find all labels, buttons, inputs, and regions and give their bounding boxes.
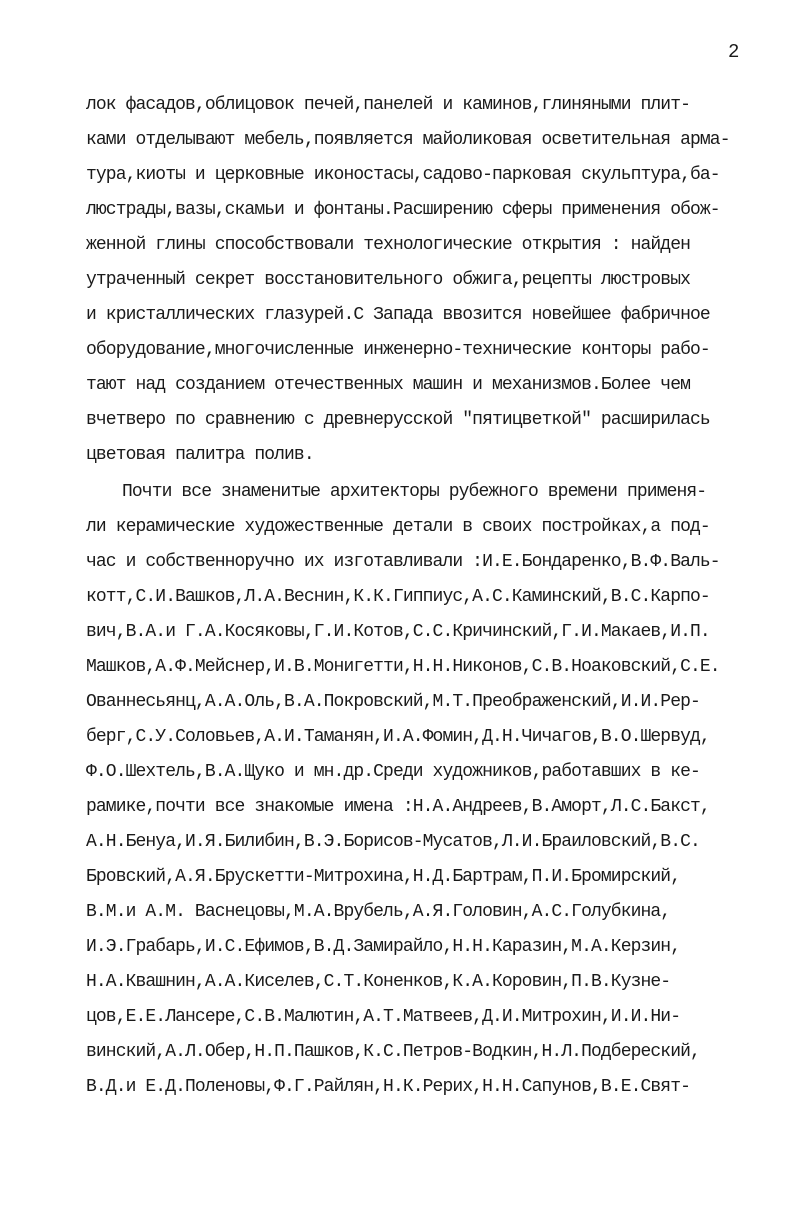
- text-line: ками отделывают мебель,появляется майоликовая осветительная арма-: [86, 130, 730, 150]
- page-number: 2: [728, 41, 740, 63]
- text-line: тура,киоты и церковные иконостасы,садово-парковая скульптура,ба-: [86, 165, 720, 185]
- text-line: и кристаллических глазурей.С Запада ввозится новейшее фабричное: [86, 305, 710, 325]
- text-line: В.М.и А.М. Васнецовы,М.А.Врубель,А.Я.Головин,А.С.Голубкина,: [86, 902, 671, 922]
- text-line: винский,А.Л.Обер,Н.П.Пашков,К.С.Петров-Водкин,Н.Л.Подбереский,: [86, 1042, 700, 1062]
- text-line: тают над созданием отечественных машин и механизмов.Более чем: [86, 375, 691, 395]
- text-line: И.Э.Грабарь,И.С.Ефимов,В.Д.Замирайло,Н.Н.Каразин,М.А.Керзин,: [86, 937, 681, 957]
- text-line: женной глины способствовали технологические открытия : найден: [86, 235, 691, 255]
- text-line: ли керамические художественные детали в своих постройках,а под-: [86, 517, 710, 537]
- text-line: вич,В.А.и Г.А.Косяковы,Г.И.Котов,С.С.Кричинский,Г.И.Макаев,И.П.: [86, 622, 710, 642]
- text-line: В.Д.и Е.Д.Поленовы,Ф.Г.Райлян,Н.К.Рерих,Н.Н.Сапунов,В.Е.Свят-: [86, 1077, 691, 1097]
- text-line: Н.А.Квашнин,А.А.Киселев,С.Т.Коненков,К.А.Коровин,П.В.Кузне-: [86, 972, 671, 992]
- text-line: лок фасадов,облицовок печей,панелей и каминов,глиняными плит-: [86, 95, 691, 115]
- text-line: люстрады,вазы,скамьи и фонтаны.Расширению сферы применения обож-: [86, 200, 720, 220]
- text-line: Ф.О.Шехтель,В.А.Щуко и мн.др.Среди художников,работавших в ке-: [86, 762, 700, 782]
- text-line: Бровский,А.Я.Брускетти-Митрохина,Н.Д.Бартрам,П.И.Бромирский,: [86, 867, 681, 887]
- text-line: Ованнесьянц,А.А.Оль,В.А.Покровский,М.Т.Преображенский,И.И.Рер-: [86, 692, 700, 712]
- text-line: вчетверо по сравнению с древнерусской "пятицветкой" расширилась: [86, 410, 710, 430]
- text-line: оборудование,многочисленные инженерно-технические конторы рабо-: [86, 340, 710, 360]
- text-line: утраченный секрет восстановительного обжига,рецепты люстровых: [86, 270, 691, 290]
- text-line: А.Н.Бенуа,И.Я.Билибин,В.Э.Борисов-Мусатов,Л.И.Браиловский,В.С.: [86, 832, 700, 852]
- text-line-indented: Почти все знаменитые архитекторы рубежного времени применя-: [122, 482, 707, 502]
- text-line: котт,С.И.Вашков,Л.А.Веснин,К.К.Гиппиус,А.С.Каминский,В.С.Карпо-: [86, 587, 710, 607]
- text-line: Машков,А.Ф.Мейснер,И.В.Монигетти,Н.Н.Никонов,С.В.Ноаковский,С.Е.: [86, 657, 720, 677]
- text-line: берг,С.У.Соловьев,А.И.Таманян,И.А.Фомин,Д.Н.Чичагов,В.О.Шервуд,: [86, 727, 710, 747]
- text-line: цветовая палитра полив.: [86, 445, 314, 465]
- text-line: час и собственноручно их изготавливали :И.Е.Бондаренко,В.Ф.Валь-: [86, 552, 720, 572]
- text-line: рамике,почти все знакомые имена :Н.А.Андреев,В.Аморт,Л.С.Бакст,: [86, 797, 710, 817]
- text-line: цов,Е.Е.Лансере,С.В.Малютин,А.Т.Матвеев,Д.И.Митрохин,И.И.Ни-: [86, 1007, 681, 1027]
